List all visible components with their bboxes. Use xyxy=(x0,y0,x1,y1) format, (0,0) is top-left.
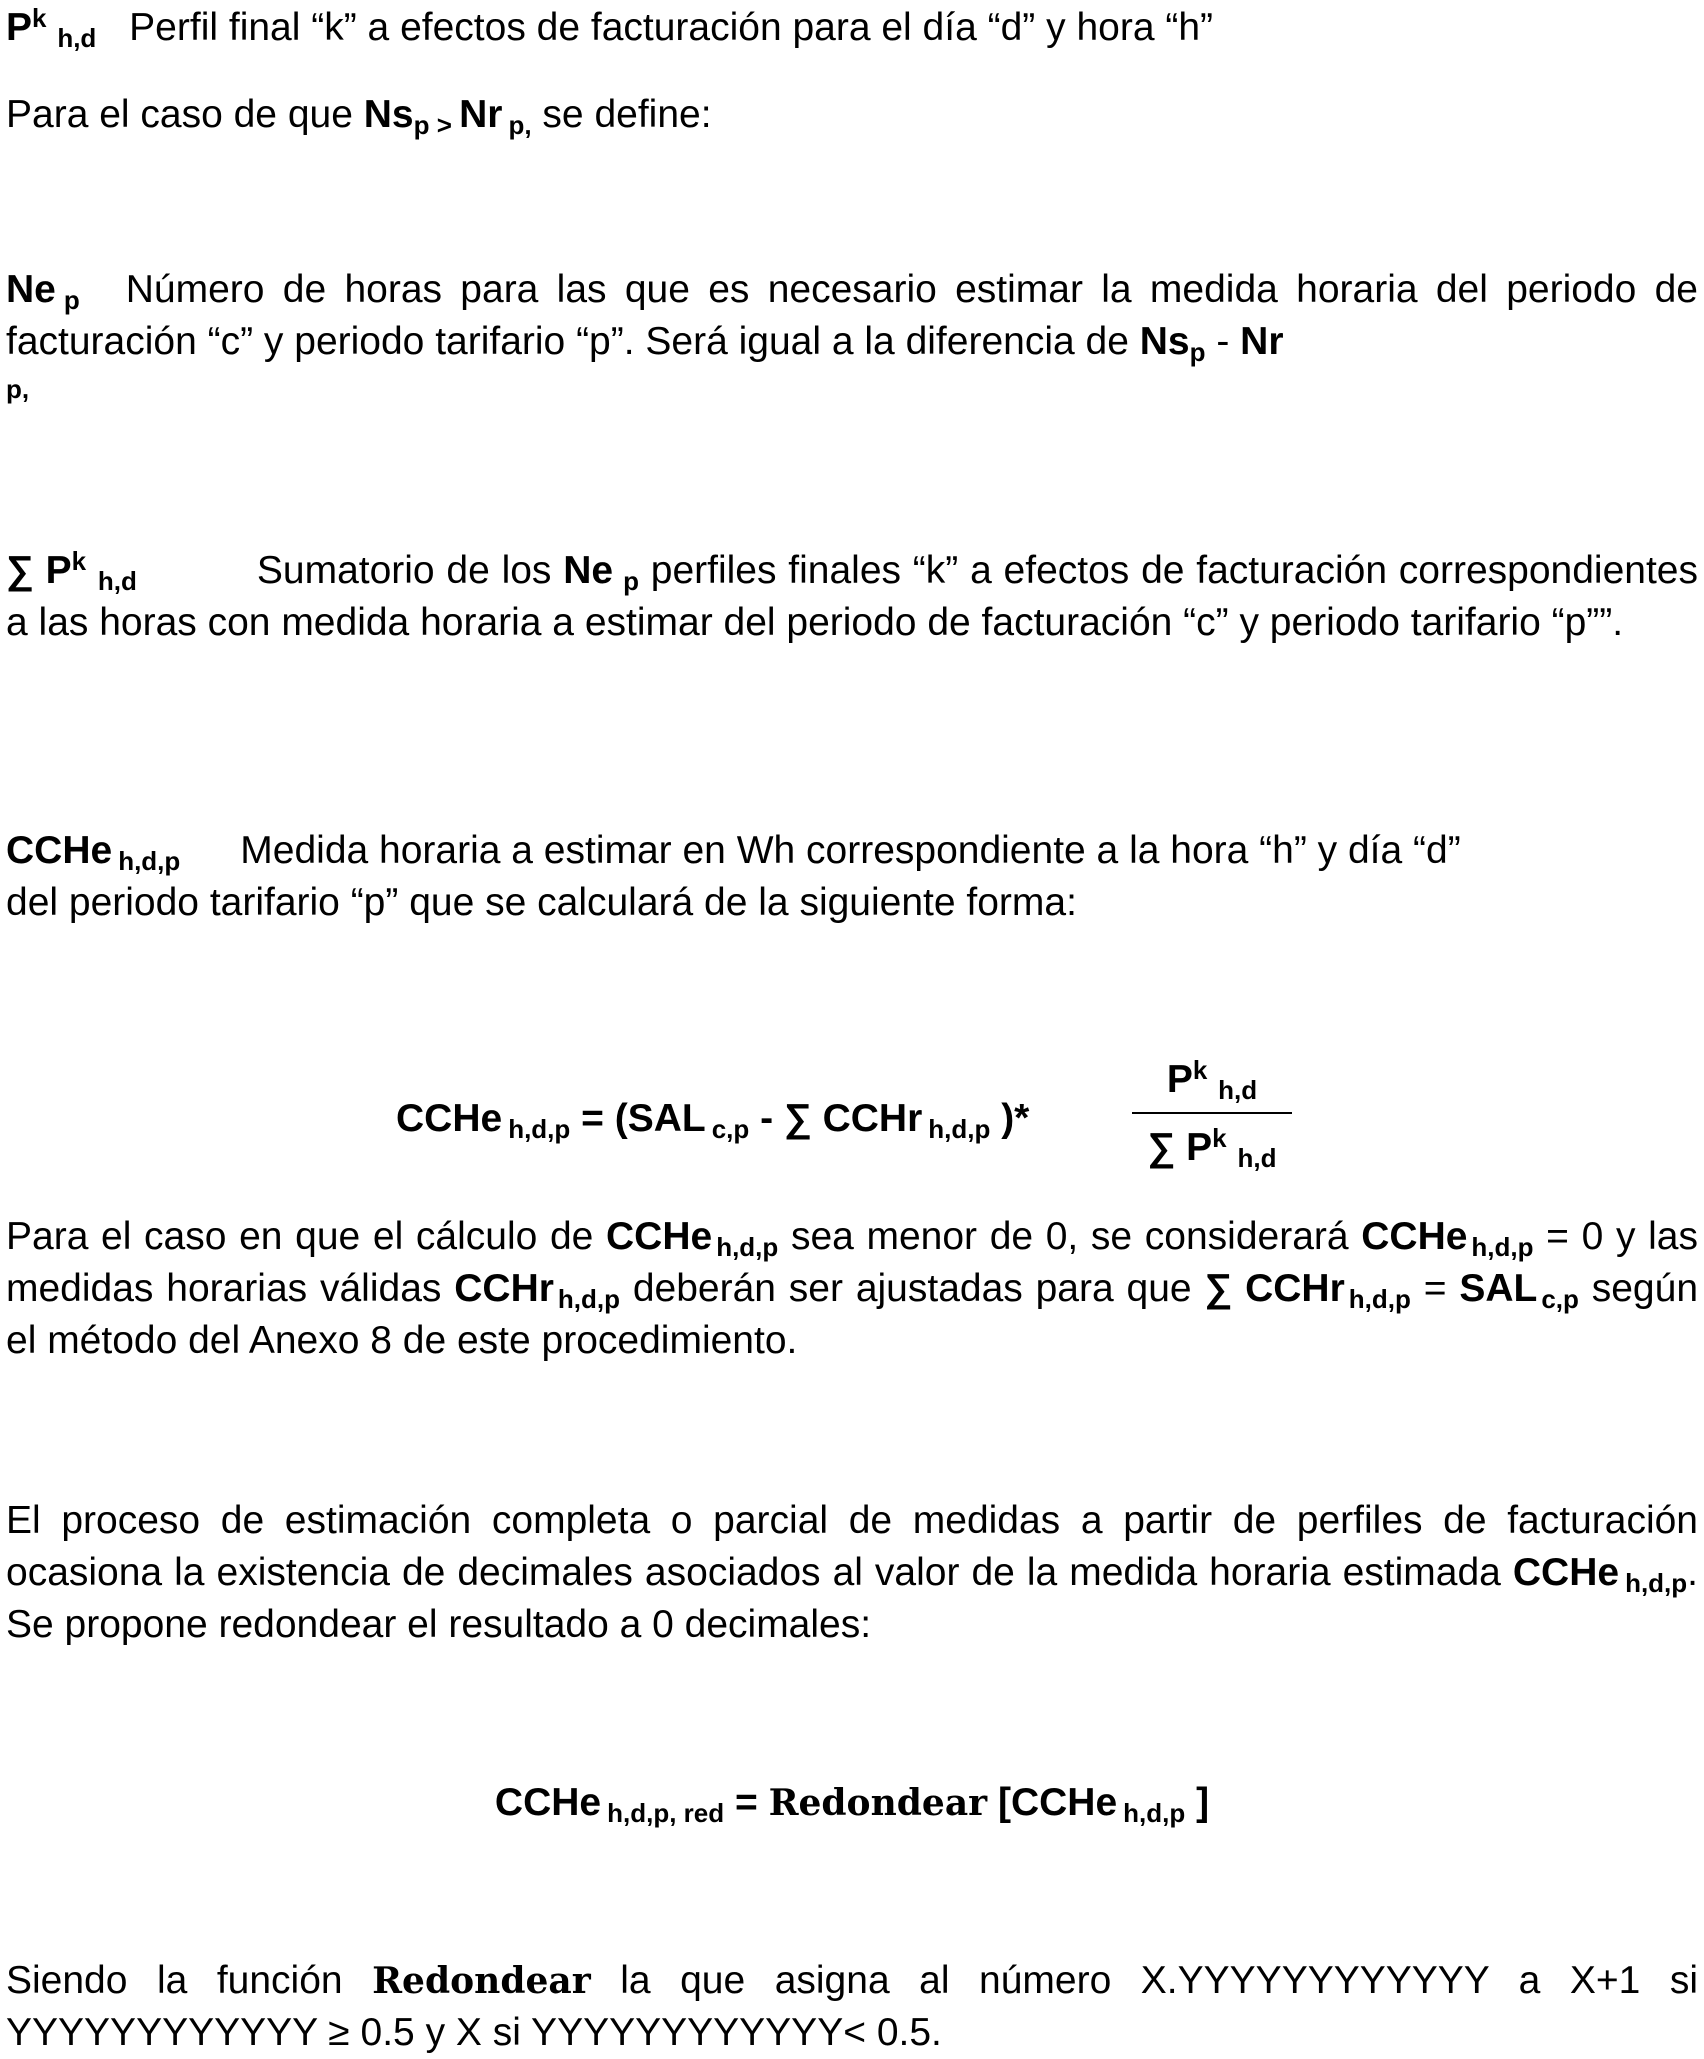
f2-cche-2-subscript: h,d,p xyxy=(1123,1798,1186,1828)
fraction-denominator xyxy=(1132,1120,1292,1176)
f2-open-bracket: [ xyxy=(987,1781,1011,1824)
formula-cche-left xyxy=(396,1093,1029,1145)
f-sal-subscript: c,p xyxy=(711,1114,750,1144)
sum-symbol: ∑ xyxy=(6,549,46,592)
term-nr-ref-subscript: p, xyxy=(6,374,30,404)
term-nr-subscript: p, xyxy=(508,110,532,140)
definition-sum-text-start: Sumatorio de los xyxy=(256,549,564,592)
fraction-numerator xyxy=(1132,1052,1292,1108)
def-function: Redondear xyxy=(372,1960,591,2002)
neg-text-5: = xyxy=(1410,1267,1460,1310)
term-nr: Nr xyxy=(459,93,503,136)
neg-text-2: sea menor de 0, se considerará xyxy=(778,1215,1362,1258)
definition-sum-pk xyxy=(6,545,1698,649)
neg-sal: SAL xyxy=(1459,1267,1538,1310)
f2-close-bracket: ] xyxy=(1185,1781,1210,1824)
term-ns: Ns xyxy=(363,93,414,136)
paragraph-function-definition xyxy=(6,1955,1698,2059)
term-k-superscript: k xyxy=(32,3,47,33)
neg-cchr-2-subscript: h,d,p xyxy=(1348,1284,1411,1314)
neg-sum-symbol: ∑ xyxy=(1204,1267,1246,1310)
neg-cche-2: CCHe xyxy=(1361,1215,1468,1258)
neg-cche-2-subscript: h,d,p xyxy=(1471,1232,1534,1262)
definition-ne xyxy=(6,264,1698,420)
definition-sum-text-end: perfiles finales “k” a efectos de facturación correspondientes a las horas con medida horaria a estimar del periodo de facturación “c” y periodo tarifario “p””. xyxy=(6,549,1698,644)
term-ns-subscript: p > xyxy=(413,110,460,140)
term-cche: CCHe xyxy=(6,829,113,872)
term-ns-ref-subscript: p xyxy=(1189,337,1206,367)
term-ne: Ne xyxy=(6,268,56,311)
neg-sal-subscript: c,p xyxy=(1541,1284,1579,1314)
num-hd: h,d xyxy=(1218,1075,1258,1105)
f2-function: Redondear xyxy=(768,1782,988,1824)
f2-cche-2: CCHe xyxy=(1010,1781,1118,1824)
neg-cchr-2: CCHr xyxy=(1245,1267,1345,1310)
num-k: k xyxy=(1192,1055,1208,1085)
f-cchr-subscript: h,d,p xyxy=(928,1114,991,1144)
term-ne-ref-subscript: p xyxy=(623,566,639,596)
paragraph-rounding xyxy=(6,1495,1698,1651)
neg-cche-1: CCHe xyxy=(606,1215,713,1258)
term-nr-ref: Nr xyxy=(1240,320,1284,363)
term-cche-subscript: h,d,p xyxy=(118,846,181,876)
def-text-1: Siendo la función xyxy=(6,1959,373,2002)
round-cche: CCHe xyxy=(1512,1551,1620,1594)
f-close: )* xyxy=(990,1097,1030,1140)
term-p: P xyxy=(45,549,72,592)
num-p: P xyxy=(1166,1058,1193,1101)
f2-equals: = xyxy=(724,1781,769,1824)
f2-cche-subscript: h,d,p, red xyxy=(607,1798,725,1828)
den-sum: ∑ xyxy=(1147,1126,1187,1169)
f-cchr: CCHr xyxy=(822,1097,923,1140)
f-equals: = ( xyxy=(570,1097,628,1140)
term-ne-subscript: p xyxy=(63,285,80,315)
definition-pk xyxy=(6,2,1698,54)
neg-cchr-1-subscript: h,d,p xyxy=(557,1284,620,1314)
neg-text-6: según el método del Anexo 8 de este procedimiento. xyxy=(6,1267,1699,1362)
den-hd: h,d xyxy=(1237,1143,1277,1173)
neg-text-3: = 0 y las medidas horarias válidas xyxy=(6,1215,1698,1310)
term-k-superscript: k xyxy=(71,546,87,576)
definition-cche xyxy=(6,825,1698,929)
fraction-bar xyxy=(1132,1112,1292,1114)
formula-redondear xyxy=(6,1777,1698,1829)
case-statement xyxy=(6,89,1698,141)
f-cche-subscript: h,d,p xyxy=(508,1114,571,1144)
term-hd-subscript: h,d xyxy=(57,23,97,53)
definition-ne-text: Número de horas para las que es necesario estimar la medida horaria del periodo de facturación “c” y periodo tarifario “p”. Será igual a la diferencia de xyxy=(6,268,1698,363)
case-text-end: se define: xyxy=(531,93,712,136)
term-ne-ref: Ne xyxy=(563,549,614,592)
case-text-start: Para el caso de que xyxy=(6,93,364,136)
den-p: P xyxy=(1186,1126,1213,1169)
f2-cche: CCHe xyxy=(494,1781,602,1824)
f-minus-sum: - ∑ xyxy=(749,1097,823,1140)
round-cche-subscript: h,d,p xyxy=(1625,1568,1688,1598)
round-text-1: El proceso de estimación completa o parcial de medidas a partir de perfiles de facturación ocasiona la existencia de decimales asociados al valor de la medida horaria estimada xyxy=(6,1499,1698,1594)
formula-cche xyxy=(396,1052,1296,1182)
definition-pk-text: Perfil final “k” a efectos de facturación para el día “d” y hora “h” xyxy=(129,6,1214,49)
round-text-2: . Se propone redondear el resultado a 0 decimales: xyxy=(6,1551,1698,1646)
f-cche: CCHe xyxy=(396,1097,503,1140)
def-text-2: la que asigna al número X.YYYYYYYYYYYY a X+1 si YYYYYYYYYYYY ≥ 0.5 y X si YYYYYYYYYYYY< 0.5. xyxy=(6,1959,1698,2054)
term-hd-subscript: h,d xyxy=(97,566,137,596)
definition-cche-line1: Medida horaria a estimar en Wh correspondiente a la hora “h” y día “d” xyxy=(240,829,1461,872)
formula-fraction xyxy=(1132,1052,1292,1176)
neg-cchr-1: CCHr xyxy=(454,1267,554,1310)
dash: - xyxy=(1205,320,1241,363)
paragraph-negative-case xyxy=(6,1211,1698,1367)
definition-cche-line2: del periodo tarifario “p” que se calculará de la siguiente forma: xyxy=(6,881,1077,924)
term-ns-ref: Ns xyxy=(1139,320,1190,363)
den-k: k xyxy=(1212,1123,1227,1153)
neg-text-4: deberán ser ajustadas para que xyxy=(620,1267,1205,1310)
neg-cche-1-subscript: h,d,p xyxy=(716,1232,779,1262)
neg-text-1: Para el caso en que el cálculo de xyxy=(6,1215,606,1258)
term-p: P xyxy=(6,6,33,49)
f-sal: SAL xyxy=(627,1097,706,1140)
